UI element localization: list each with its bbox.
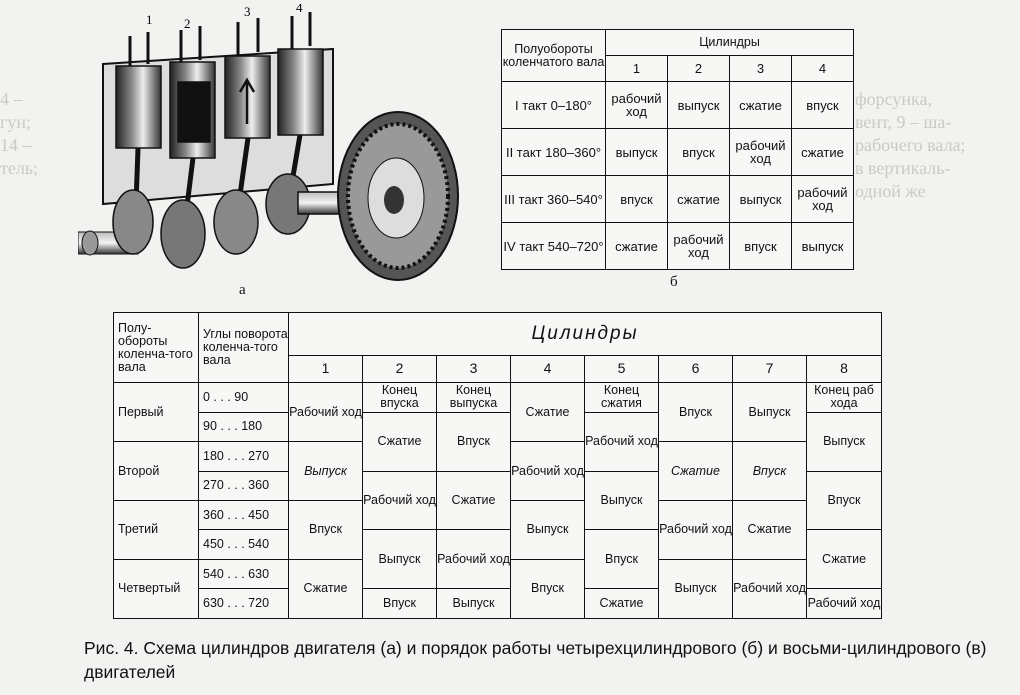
phase-cell: выпуск: [668, 82, 730, 129]
cyl6-phase: Рабочий ход: [659, 501, 733, 560]
cyl6-phase: Впуск: [659, 383, 733, 442]
cylinder-number: 5: [585, 355, 659, 382]
cylinder-number: 2: [668, 56, 730, 82]
cyl2-phase: Рабочий ход: [363, 471, 437, 530]
cyl8-phase: Сжатие: [807, 530, 882, 589]
cyl4-phase: Сжатие: [511, 383, 585, 442]
phase-cell: впуск: [730, 223, 792, 270]
header-cylinders: Цилиндры: [606, 30, 854, 56]
bleed-through-text-left: 4 – гун; 14 – тель;: [0, 89, 39, 178]
cylinder-number: 7: [733, 355, 807, 382]
cyl8-phase: Впуск: [807, 471, 882, 530]
phase-cell: рабочий ход: [792, 176, 854, 223]
cyl4-phase: Рабочий ход: [511, 442, 585, 501]
bleed-through-text: форсунка, вент, 9 – ша- рабочего вала; в вертикаль- одной же: [855, 89, 966, 201]
stroke-label: I такт 0–180°: [502, 82, 606, 129]
angle-range: 270 . . . 360: [199, 471, 289, 500]
four-cylinder-order-table: [501, 29, 854, 270]
cyl7-phase: Рабочий ход: [733, 559, 807, 618]
cylinder-number: 3: [730, 56, 792, 82]
half-turn-label: Третий: [114, 501, 199, 560]
phase-cell: сжатие: [730, 82, 792, 129]
cyl7-phase: Сжатие: [733, 501, 807, 560]
cylinder-number: 1: [606, 56, 668, 82]
cyl7-phase: Выпуск: [733, 383, 807, 442]
angle-range: 90 . . . 180: [199, 412, 289, 441]
cyl5-phase: Сжатие: [585, 589, 659, 619]
cyl1-phase: Выпуск: [289, 442, 363, 501]
cylinder-number: 8: [807, 355, 882, 382]
header-cylinders: Цилиндры: [289, 313, 882, 356]
cyl5-phase: Рабочий ход: [585, 412, 659, 471]
cyl7-phase: Впуск: [733, 442, 807, 501]
cyl3-phase: Впуск: [437, 412, 511, 471]
phase-cell: сжатие: [668, 176, 730, 223]
angle-range: 450 . . . 540: [199, 530, 289, 559]
phase-cell: впуск: [668, 129, 730, 176]
cylinder-number-4: 4: [296, 4, 303, 15]
stroke-label: IV такт 540–720°: [502, 223, 606, 270]
eight-cylinder-order-table: [113, 312, 882, 619]
cyl2-phase: Выпуск: [363, 530, 437, 589]
figure-caption: Рис. 4. Схема цилиндров двигателя (а) и порядок работы четырехцилиндрового (б) и восьми-цилиндрового (в) двигателей: [84, 638, 987, 682]
figure-label-b: б: [670, 274, 678, 290]
angle-range: 0 . . . 90: [199, 383, 289, 412]
cyl6-phase: Сжатие: [659, 442, 733, 501]
cyl2-phase: Конец впуска: [363, 383, 437, 412]
cyl5-phase: Выпуск: [585, 471, 659, 530]
half-turn-label: Первый: [114, 383, 199, 442]
cyl1-phase: Сжатие: [289, 559, 363, 618]
cyl3-phase: Сжатие: [437, 471, 511, 530]
cyl4-phase: Выпуск: [511, 501, 585, 560]
cyl1-phase: Рабочий ход: [289, 383, 363, 442]
cyl3-phase: Рабочий ход: [437, 530, 511, 589]
cyl5-phase: Впуск: [585, 530, 659, 589]
angle-range: 180 . . . 270: [199, 442, 289, 471]
angle-range: 630 . . . 720: [199, 589, 289, 619]
angle-range: 540 . . . 630: [199, 559, 289, 588]
phase-cell: выпуск: [730, 176, 792, 223]
cyl1-phase: Впуск: [289, 501, 363, 560]
phase-cell: сжатие: [792, 129, 854, 176]
cylinder-number-3: 3: [244, 4, 251, 19]
cylinder-number-1: 1: [146, 12, 153, 27]
phase-cell: рабочий ход: [606, 82, 668, 129]
phase-cell: рабочий ход: [668, 223, 730, 270]
cyl8-phase: Рабочий ход: [807, 589, 882, 619]
cylinder-number: 3: [437, 355, 511, 382]
cyl3-phase: Выпуск: [437, 589, 511, 619]
cyl8-phase: Выпуск: [807, 412, 882, 471]
cyl3-phase: Конец выпуска: [437, 383, 511, 412]
cylinder-number: 6: [659, 355, 733, 382]
figure-label-a: а: [239, 282, 246, 298]
cyl6-phase: Выпуск: [659, 559, 733, 618]
stroke-label: II такт 180–360°: [502, 129, 606, 176]
cylinder-number: 4: [792, 56, 854, 82]
phase-cell: выпуск: [606, 129, 668, 176]
phase-cell: сжатие: [606, 223, 668, 270]
cylinder-number: 1: [289, 355, 363, 382]
half-turn-label: Четвертый: [114, 559, 199, 618]
cyl4-phase: Впуск: [511, 559, 585, 618]
stroke-label: III такт 360–540°: [502, 176, 606, 223]
phase-cell: впуск: [606, 176, 668, 223]
header-crank-half-turns: Полуобороты коленчатого вала: [502, 30, 606, 82]
phase-cell: выпуск: [792, 223, 854, 270]
header-crank-half-turns: Полу-обороты коленча-того вала: [114, 313, 199, 383]
cyl2-phase: Впуск: [363, 589, 437, 619]
cyl5-phase: Конец сжатия: [585, 383, 659, 412]
engine-cylinders-diagram: [78, 4, 478, 286]
phase-cell: рабочий ход: [730, 129, 792, 176]
cylinder-number: 2: [363, 355, 437, 382]
header-crank-angles: Углы поворота коленча-того вала: [199, 313, 289, 383]
angle-range: 360 . . . 450: [199, 501, 289, 530]
cyl8-phase: Конец раб хода: [807, 383, 882, 412]
cylinder-number-2: 2: [184, 16, 191, 31]
half-turn-label: Второй: [114, 442, 199, 501]
cyl2-phase: Сжатие: [363, 412, 437, 471]
cylinder-number: 4: [511, 355, 585, 382]
phase-cell: впуск: [792, 82, 854, 129]
